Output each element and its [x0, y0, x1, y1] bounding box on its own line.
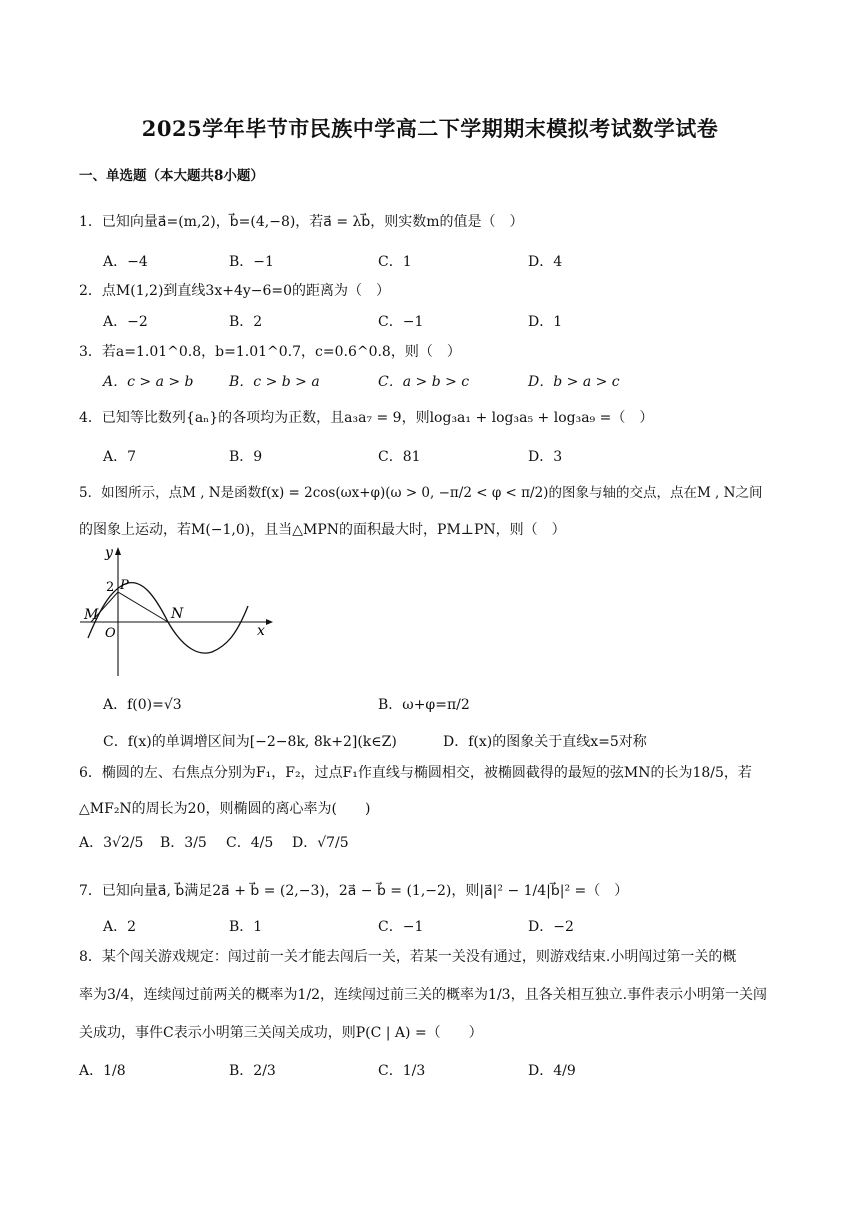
question-2-stem: 2．点M(1,2)到直线3x+4y−6=0的距离为（ ）: [79, 283, 391, 299]
q3-option-d[interactable]: D．b > a > c: [528, 374, 620, 390]
q1-option-b[interactable]: B．−1: [229, 254, 274, 270]
q3-option-b[interactable]: B．c > b > a: [229, 374, 320, 390]
q1-option-a[interactable]: A．−4: [103, 254, 148, 270]
graph-label-2: 2: [106, 580, 115, 595]
q3-option-c[interactable]: C．a > b > c: [378, 374, 470, 390]
q7-option-a[interactable]: A．2: [103, 919, 137, 935]
question-8-stem-line3: 关成功，事件C表示小明第三关闯关成功，则P(C | A) =（ ）: [79, 1025, 483, 1041]
graph-label-m: M: [84, 607, 99, 623]
q5-option-c[interactable]: C．f(x)的单调增区间为[−2−8k, 8k+2](k∈Z): [103, 734, 397, 750]
question-5-stem-line2: 的图象上运动，若M(−1,0)，且当△MPN的面积最大时，PM⊥PN，则（ ）: [79, 522, 566, 538]
q4-option-b[interactable]: B．9: [229, 449, 263, 465]
q3-option-a[interactable]: A．c > a > b: [103, 374, 194, 390]
question-3-stem: 3．若a=1.01^0.8，b=1.01^0.7，c=0.6^0.8，则（ ）: [79, 344, 461, 360]
page-title: 2025学年毕节市民族中学高二下学期期末模拟考试数学试卷: [141, 116, 719, 141]
question-6-stem-line2: △MF₂N的周长为20，则椭圆的离心率为( ): [79, 801, 371, 817]
q5-option-b[interactable]: B．ω+φ=π/2: [378, 697, 470, 713]
question-4-stem: 4．已知等比数列{aₙ}的各项均为正数，且a₃a₇ = 9，则log₃a₁ + log₃a₅ + log₃a₉ =（ ）: [79, 410, 654, 426]
q2-option-a[interactable]: A．−2: [103, 314, 148, 330]
q4-option-d[interactable]: D．3: [528, 449, 563, 465]
question-6-stem-line1: 6．椭圆的左、右焦点分别为F₁，F₂，过点F₁作直线与椭圆相交，被椭圆截得的最短的弦MN的长为18/5，若: [79, 765, 752, 781]
q4-option-a[interactable]: A．7: [103, 449, 137, 465]
y-axis-arrow: [115, 547, 121, 555]
graph-label-p: P: [120, 578, 129, 593]
q8-option-a[interactable]: A．1/8: [79, 1063, 126, 1079]
q2-option-b[interactable]: B．2: [229, 314, 263, 330]
q6-option-a[interactable]: A．3√2/5: [79, 835, 144, 851]
q7-option-c[interactable]: C．−1: [378, 919, 424, 935]
q7-option-d[interactable]: D．−2: [528, 919, 574, 935]
graph-label-y: y: [105, 545, 113, 561]
q1-option-c[interactable]: C．1: [378, 254, 412, 270]
question-8-stem-line2: 率为3/4，连续闯过前两关的概率为1/2，连续闯过前三关的概率为1/3，且各关相互独立.事件表示小明第一关闯: [79, 987, 768, 1003]
graph-label-x: x: [257, 623, 265, 639]
q5-function-graph: [76, 544, 276, 679]
q8-option-d[interactable]: D．4/9: [528, 1063, 576, 1079]
x-axis-arrow: [266, 619, 273, 625]
question-1-stem: 1．已知向量a⃗=(m,2)，b⃗=(4,−8)，若a⃗ = λb⃗，则实数m的值是（ ）: [79, 214, 524, 230]
q6-option-d[interactable]: D．√7/5: [292, 835, 349, 851]
q2-option-d[interactable]: D．1: [528, 314, 563, 330]
section-heading: 一、单选题（本大题共8小题）: [79, 168, 264, 184]
q8-option-c[interactable]: C．1/3: [378, 1063, 426, 1079]
question-5-stem-line1: 5．如图所示，点M , N是函数f(x) = 2cos(ωx+φ)(ω > 0, −π/2 < φ < π/2)的图象与轴的交点，点在M , N之间: [79, 485, 763, 501]
q5-option-d[interactable]: D．f(x)的图象关于直线x=5对称: [443, 734, 647, 750]
q6-option-b[interactable]: B．3/5: [160, 835, 207, 851]
graph-label-o: O: [105, 626, 116, 641]
q2-option-c[interactable]: C．−1: [378, 314, 424, 330]
q1-option-d[interactable]: D．4: [528, 254, 563, 270]
q8-option-b[interactable]: B．2/3: [229, 1063, 276, 1079]
q7-option-b[interactable]: B．1: [229, 919, 263, 935]
q5-option-a[interactable]: A．f(0)=√3: [103, 697, 182, 713]
question-7-stem: 7．已知向量a⃗, b⃗满足2a⃗ + b⃗ = (2,−3)，2a⃗ − b⃗ = (1,−2)，则|a⃗|² − 1/4|b⃗|² =（ ）: [79, 883, 629, 899]
q4-option-c[interactable]: C．81: [378, 449, 421, 465]
graph-label-n: N: [171, 606, 184, 622]
question-8-stem-line1: 8．某个闯关游戏规定：闯过前一关才能去闯后一关，若某一关没有通过，则游戏结束.小明闯过第一关的概: [79, 949, 737, 965]
q6-option-c[interactable]: C．4/5: [226, 835, 274, 851]
